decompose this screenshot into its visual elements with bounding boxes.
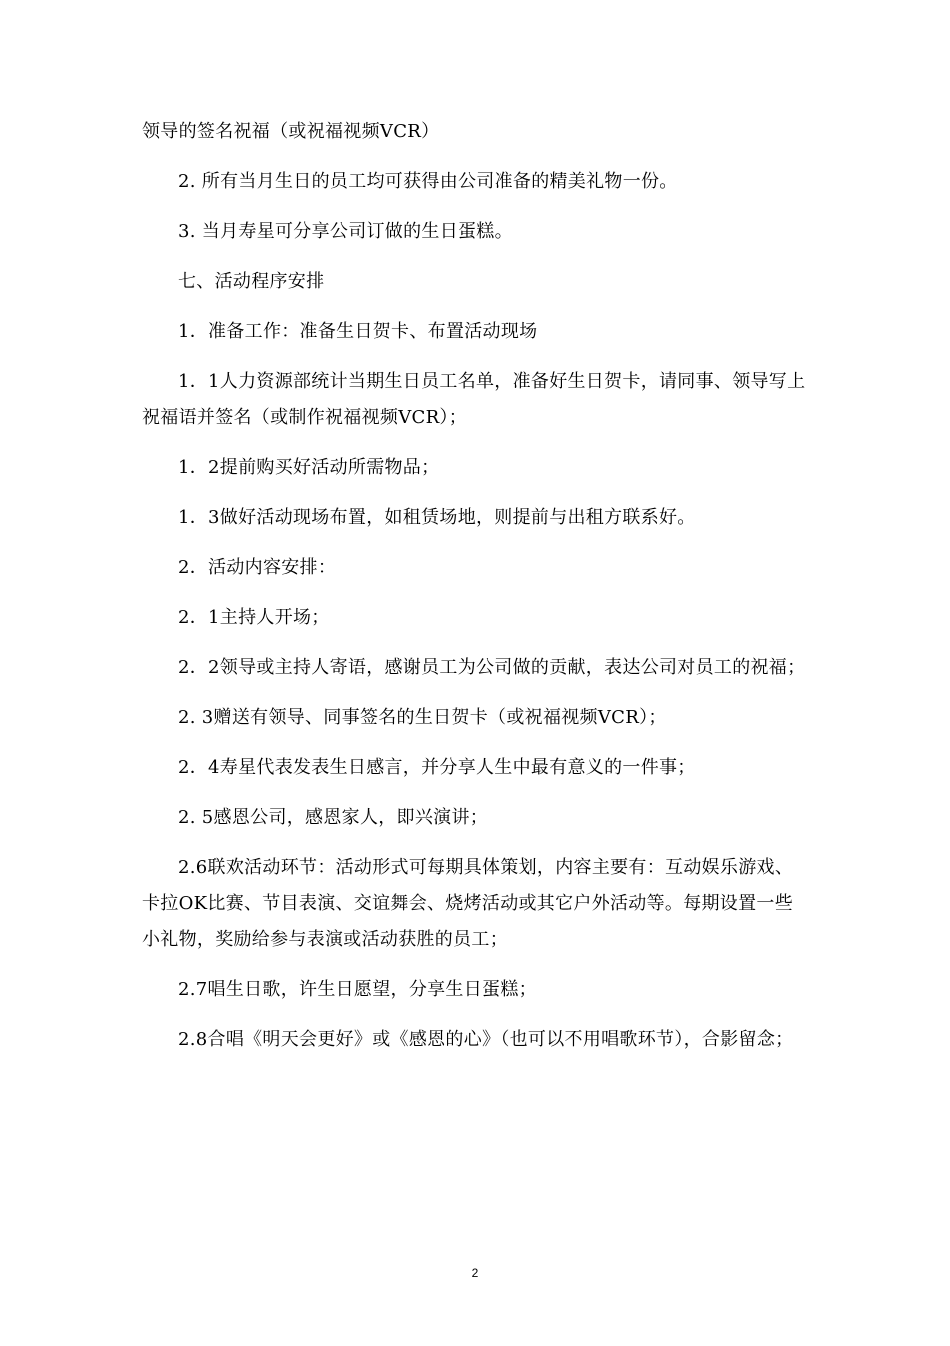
paragraph-step-2-1: 2．1主持人开场； [178,607,330,628]
document-body [142,114,808,1072]
paragraph-step-1-1: 1．1人力资源部统计当期生日员工名单，准备好生日贺卡，请同事、领导写上祝福语并签名（或制作祝福视频VCR）； [142,371,806,428]
paragraph-step-1-2: 1．2提前购买好活动所需物品； [178,457,440,478]
paragraph-step-1-3: 1．3做好活动现场布置，如租赁场地，则提前与出租方联系好。 [178,507,696,528]
paragraph-step-1: 1．准备工作：准备生日贺卡、布置活动现场 [178,321,538,342]
paragraph-step-2-4: 2．4寿星代表发表生日感言，并分享人生中最有意义的一件事； [178,757,696,778]
paragraph-item-2: 2. 所有当月生日的员工均可获得由公司准备的精美礼物一份。 [178,171,678,192]
paragraph-step-2: 2．活动内容安排： [178,557,337,578]
paragraph-step-2-5: 2. 5感恩公司，感恩家人，即兴演讲； [178,807,489,828]
paragraph-step-2-7: 2.7唱生日歌，许生日愿望，分享生日蛋糕； [178,979,537,1000]
paragraph-step-2-2: 2．2领导或主持人寄语，感谢员工为公司做的贡献，表达公司对员工的祝福； [178,657,806,678]
paragraph-item-3: 3. 当月寿星可分享公司订做的生日蛋糕。 [178,221,513,242]
paragraph-step-2-6: 2.6联欢活动环节：活动形式可每期具体策划，内容主要有：互动娱乐游戏、卡拉OK比赛、节目表演、交谊舞会、烧烤活动或其它户外活动等。每期设置一些小礼物，奖励给参与表演或活动获胜的员工； [142,857,794,950]
page-number: 2 [471,1266,479,1280]
section-heading-7: 七、活动程序安排 [178,271,325,292]
paragraph-continuation: 领导的签名祝福（或祝福视频VCR） [142,121,440,142]
paragraph-step-2-8: 2.8合唱《明天会更好》或《感恩的心》（也可以不用唱歌环节），合影留念； [178,1029,794,1050]
paragraph-step-2-3: 2. 3赠送有领导、同事签名的生日贺卡（或祝福视频VCR）； [178,707,667,728]
